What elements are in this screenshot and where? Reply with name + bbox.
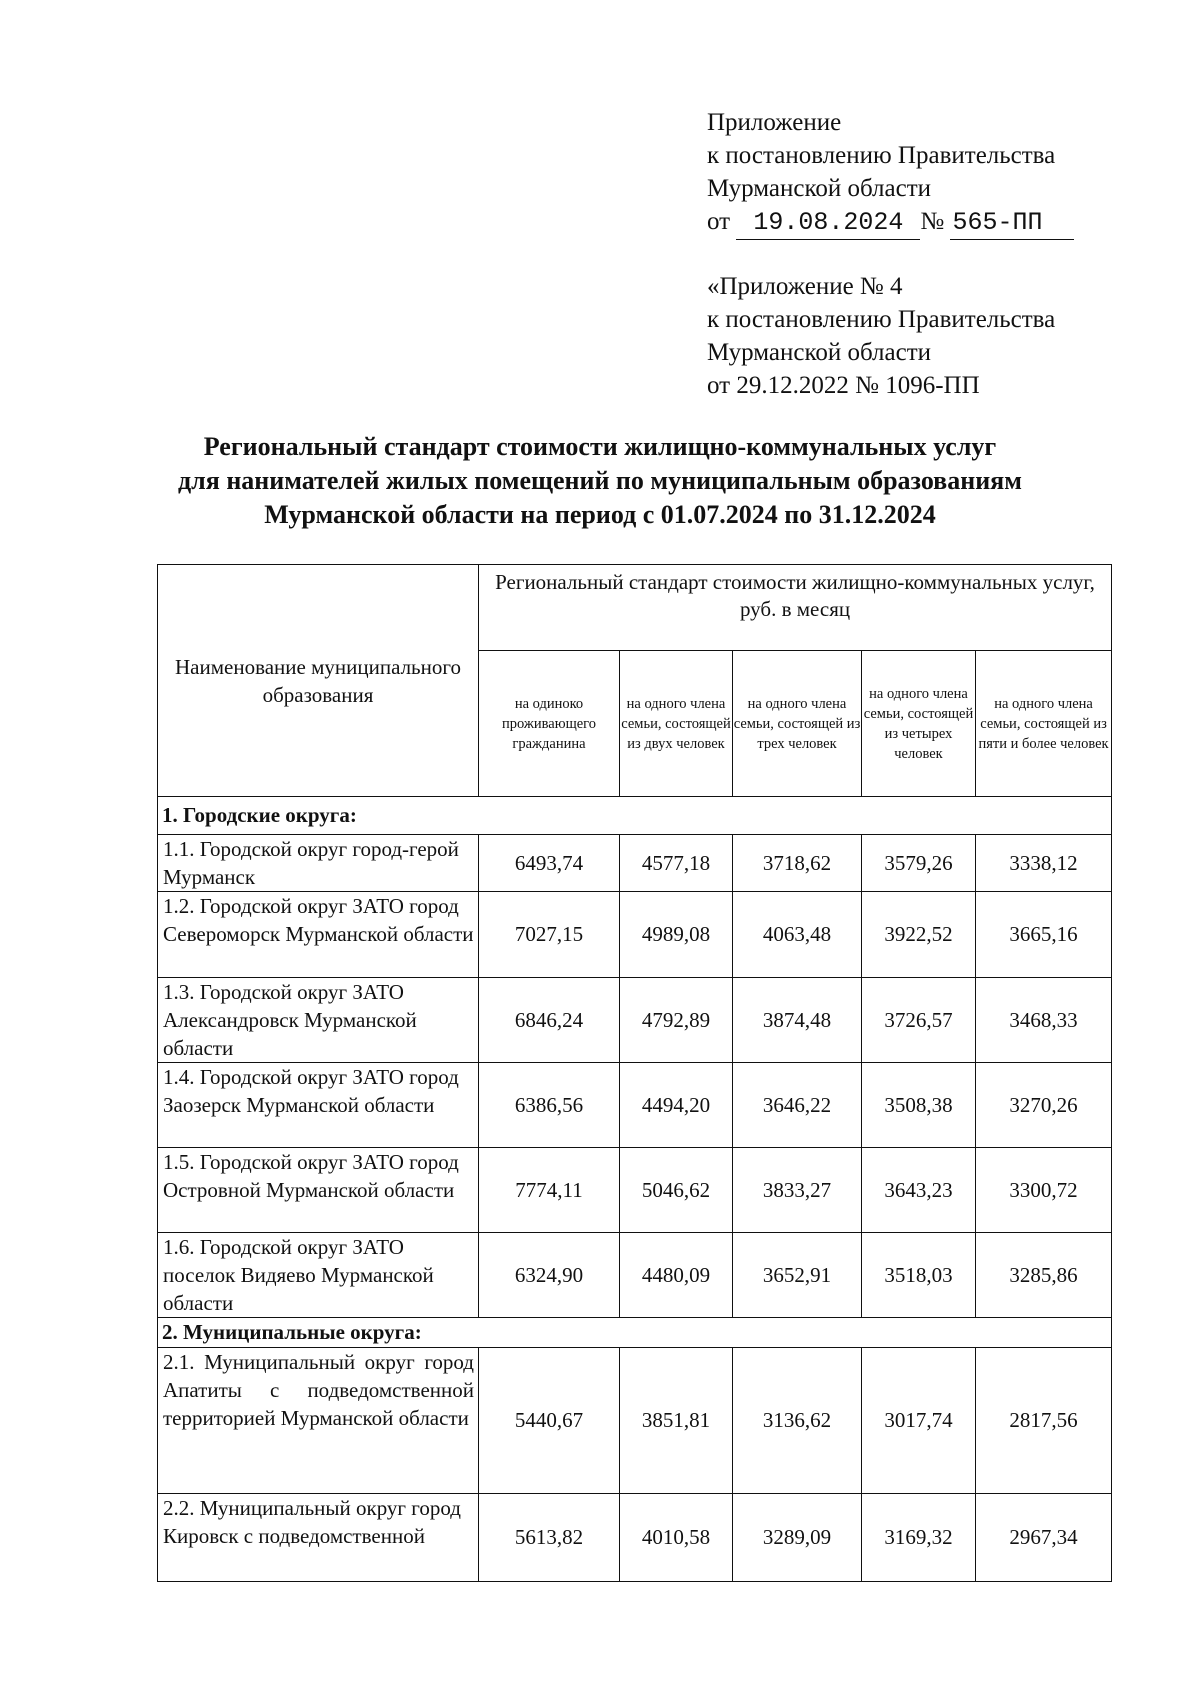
value-cell: 4494,20 [620,1063,733,1148]
header-column: на одного члена семьи, состоящей из трех человек [733,651,862,797]
document-title [90,430,1110,532]
value-cell: 4577,18 [620,835,733,892]
header-column: на одного члена семьи, состоящей из двух человек [620,651,733,797]
table-row [158,1494,1112,1582]
value-cell: 3922,52 [862,892,976,978]
value-cell: 4792,89 [620,978,733,1063]
municipality-name: 1.6. Городской округ ЗАТО поселок Видяево Мурманской области [158,1233,479,1318]
value-cell: 6386,56 [479,1063,620,1148]
table-row [158,1063,1112,1148]
table-row [158,892,1112,978]
value-cell: 4010,58 [620,1494,733,1582]
value-cell: 3169,32 [862,1494,976,1582]
value-cell: 3468,33 [976,978,1112,1063]
value-cell: 3508,38 [862,1063,976,1148]
value-cell: 3285,86 [976,1233,1112,1318]
appendix-line: к постановлению Правительства [707,142,1056,169]
value-cell: 3718,62 [733,835,862,892]
value-cell: 3289,09 [733,1494,862,1582]
header-municipality-name: Наименование муниципального образования [158,565,479,797]
value-cell: 3652,91 [733,1233,862,1318]
table-row [158,1148,1112,1233]
value-cell: 2967,34 [976,1494,1112,1582]
value-cell: 3665,16 [976,892,1112,978]
appendix-line: Приложение [707,109,842,136]
municipality-name: 1.4. Городской округ ЗАТО город Заозерск Мурманской области [158,1063,479,1148]
previous-appendix-line: от 29.12.2022 № 1096-ПП [707,372,980,399]
title-line: Региональный стандарт стоимости жилищно-коммунальных услуг [203,432,997,461]
value-cell: 7027,15 [479,892,620,978]
previous-appendix-line: к постановлению Правительства [707,306,1056,333]
value-cell: 2817,56 [976,1348,1112,1494]
table-row [158,1348,1112,1494]
value-cell: 6324,90 [479,1233,620,1318]
municipality-name: 2.2. Муниципальный округ город Кировск с подведомственной [158,1494,479,1582]
cost-standard-table [157,564,1112,1582]
value-cell: 3300,72 [976,1148,1112,1233]
value-cell: 4063,48 [733,892,862,978]
value-cell: 6493,74 [479,835,620,892]
number-prefix: № [920,208,945,235]
previous-appendix-line: «Приложение № 4 [707,273,903,300]
value-cell: 3270,26 [976,1063,1112,1148]
value-cell: 3643,23 [862,1148,976,1233]
table-row [158,835,1112,892]
value-cell: 3726,57 [862,978,976,1063]
municipality-name: 1.5. Городской округ ЗАТО город Островной Мурманской области [158,1148,479,1233]
header-column: на одного члена семьи, состоящей из пяти и более человек [976,651,1112,797]
appendix-block [707,106,1074,240]
section-row [158,1318,1112,1348]
resolution-number: 565-ПП [950,206,1074,240]
value-cell: 5440,67 [479,1348,620,1494]
header-column: на одиноко проживающего гражданина [479,651,620,797]
header-column: на одного члена семьи, состоящей из четырех человек [862,651,976,797]
municipality-name: 1.2. Городской округ ЗАТО город Североморск Мурманской области [158,892,479,978]
municipality-name: 2.1. Муниципальный округ город Апатиты с подведомственной территорией Мурманской области [158,1348,479,1494]
table-row [158,1233,1112,1318]
section-row [158,797,1112,835]
appendix-line: Мурманской области [707,175,932,202]
value-cell: 3833,27 [733,1148,862,1233]
value-cell: 3874,48 [733,978,862,1063]
municipality-name: 1.1. Городской округ город-герой Мурманск [158,835,479,892]
value-cell: 3136,62 [733,1348,862,1494]
value-cell: 5046,62 [620,1148,733,1233]
table-row [158,978,1112,1063]
value-cell: 3518,03 [862,1233,976,1318]
appendix-date-line [707,205,1074,240]
value-cell: 7774,11 [479,1148,620,1233]
municipality-name: 1.3. Городской округ ЗАТО Александровск Мурманской области [158,978,479,1063]
resolution-date: 19.08.2024 [736,206,920,240]
value-cell: 4480,09 [620,1233,733,1318]
value-cell: 3646,22 [733,1063,862,1148]
title-line: для нанимателей жилых помещений по муниципальным образованиям [178,466,1022,495]
section-title: 1. Городские округа: [158,797,1112,835]
title-line: Мурманской области на период с 01.07.2024 по 31.12.2024 [264,500,936,529]
value-cell: 5613,82 [479,1494,620,1582]
date-prefix: от [707,208,731,235]
section-title: 2. Муниципальные округа: [158,1318,1112,1348]
previous-appendix-block [707,270,1055,402]
header-cost-standard: Региональный стандарт стоимости жилищно-коммунальных услуг, руб. в месяц [479,565,1112,651]
value-cell: 4989,08 [620,892,733,978]
value-cell: 3851,81 [620,1348,733,1494]
value-cell: 3579,26 [862,835,976,892]
value-cell: 3338,12 [976,835,1112,892]
previous-appendix-line: Мурманской области [707,339,932,366]
value-cell: 6846,24 [479,978,620,1063]
value-cell: 3017,74 [862,1348,976,1494]
